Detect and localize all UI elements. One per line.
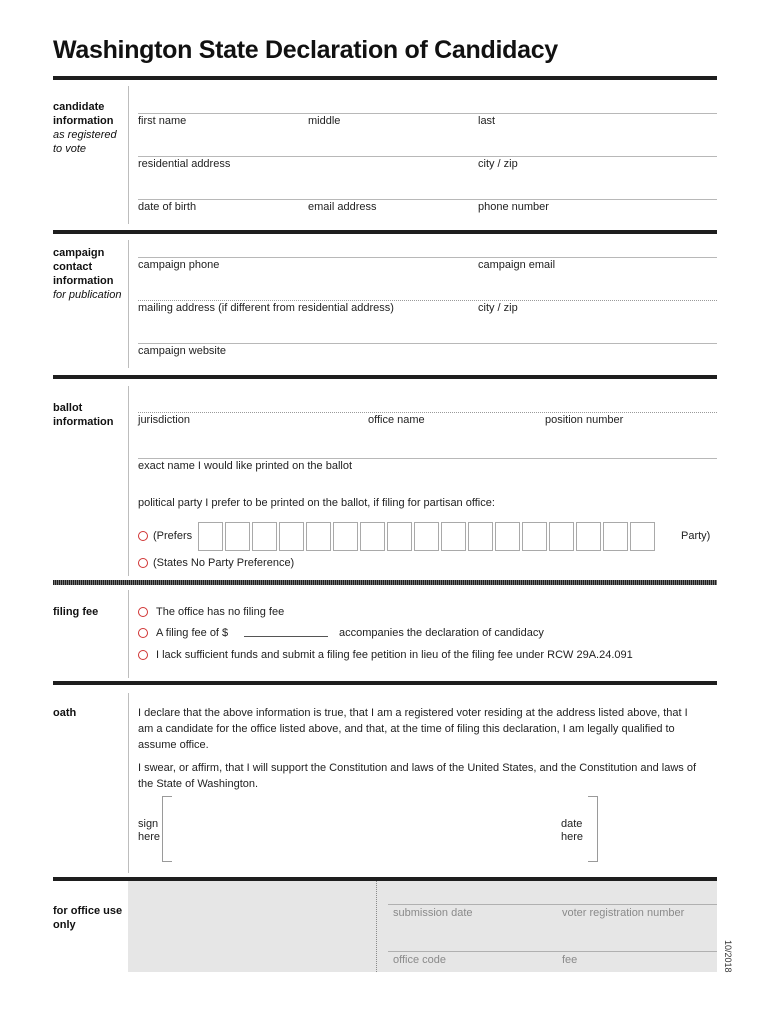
campaign-section-label: [53, 246, 125, 302]
filing-fee-amount-blank[interactable]: [244, 636, 328, 637]
ballot-section-label: [53, 401, 125, 429]
party-letter-box[interactable]: [576, 522, 601, 551]
section-divider-vertical: [128, 693, 129, 873]
sign-word: sign: [138, 818, 159, 830]
section-divider: [53, 375, 717, 379]
date-here-label: [561, 818, 583, 844]
mailing-address-label: mailing address (if different from residential address): [138, 302, 394, 314]
mailing-address-line[interactable]: [138, 300, 717, 301]
signature-field[interactable]: [165, 800, 585, 858]
filing-fee-section-title: filing fee: [53, 606, 99, 618]
no-party-preference-radio[interactable]: [138, 558, 148, 568]
city-zip-label: city / zip: [478, 158, 518, 170]
party-letter-box[interactable]: [252, 522, 277, 551]
section-divider: [53, 580, 717, 585]
campaign-email-label: campaign email: [478, 259, 556, 271]
campaign-phone-line[interactable]: [138, 257, 717, 258]
date-word: date: [561, 818, 583, 830]
oath-section-label: [53, 706, 125, 720]
email-address-label: email address: [308, 201, 377, 213]
first-name-label: first name: [138, 115, 187, 127]
first-name-line[interactable]: [138, 113, 717, 114]
party-letter-box[interactable]: [225, 522, 250, 551]
party-letter-box[interactable]: [279, 522, 304, 551]
section-divider-vertical: [128, 590, 129, 678]
jurisdiction-label: jurisdiction: [138, 414, 190, 426]
filing-fee-accompanies-label: accompanies the declaration of candidacy: [339, 627, 544, 639]
title-divider: [53, 76, 717, 80]
form-version: 10/2018: [723, 940, 733, 973]
party-letter-box[interactable]: [522, 522, 547, 551]
section-divider-vertical: [128, 240, 129, 368]
ballot-name-line[interactable]: [138, 458, 717, 459]
filing-fee-amount-radio[interactable]: [138, 628, 148, 638]
campaign-section-title: campaign contact information: [53, 247, 114, 287]
ballot-name-label: exact name I would like printed on the ballot: [138, 460, 353, 472]
sign-here-word: here: [138, 831, 161, 843]
section-divider: [53, 230, 717, 234]
party-letter-box[interactable]: [387, 522, 412, 551]
party-letter-box[interactable]: [198, 522, 223, 551]
fee-label: fee: [562, 954, 578, 966]
campaign-website-label: campaign website: [138, 345, 227, 357]
date-bracket: [588, 796, 598, 862]
party-letter-box[interactable]: [603, 522, 628, 551]
section-divider-vertical: [128, 86, 129, 224]
prefers-label: (Prefers: [153, 530, 193, 542]
date-of-birth-label: date of birth: [138, 201, 197, 213]
oath-support-text: I swear, or affirm, that I will support the Constitution and laws of the United States, and the Constitution and laws of the State of Washington.: [138, 762, 697, 790]
office-name-label: office name: [368, 414, 425, 426]
party-letter-box[interactable]: [360, 522, 385, 551]
office-use-section-title: for office use only: [53, 905, 123, 931]
page-title: Washington State Declaration of Candidacy: [53, 36, 558, 64]
submission-date-line: [388, 904, 717, 905]
date-of-birth-line[interactable]: [138, 199, 717, 200]
party-prompt: political party I prefer to be printed on the ballot, if filing for partisan office:: [138, 497, 495, 509]
party-letter-box[interactable]: [495, 522, 520, 551]
prefers-party-radio[interactable]: [138, 531, 148, 541]
ballot-section-title: ballot information: [53, 402, 114, 428]
party-letter-box[interactable]: [306, 522, 331, 551]
campaign-phone-label: campaign phone: [138, 259, 220, 271]
party-name-boxes[interactable]: [198, 522, 655, 551]
party-label: Party): [681, 530, 711, 542]
candidate-section-label: [53, 100, 125, 156]
filing-fee-section-label: [53, 605, 125, 619]
party-letter-box[interactable]: [441, 522, 466, 551]
office-code-label: office code: [393, 954, 447, 966]
no-filing-fee-radio[interactable]: [138, 607, 148, 617]
party-letter-box[interactable]: [468, 522, 493, 551]
campaign-section-note: for publication: [53, 289, 122, 301]
fee-petition-label: I lack sufficient funds and submit a filing fee petition in lieu of the filing fee under RCW 29A.24.091: [156, 649, 633, 661]
section-divider: [53, 681, 717, 685]
phone-number-label: phone number: [478, 201, 549, 213]
residential-address-label: residential address: [138, 158, 231, 170]
campaign-website-line[interactable]: [138, 343, 717, 344]
fee-petition-radio[interactable]: [138, 650, 148, 660]
middle-name-label: middle: [308, 115, 341, 127]
oath-declaration-text: I declare that the above information is true, that I am a registered voter residing at the address listed above, that I am a candidate for the office listed above, and that, at the time of filing this declaration, I am legally qualified to assume office.: [138, 707, 688, 751]
office-use-divider: [376, 881, 377, 972]
party-letter-box[interactable]: [630, 522, 655, 551]
party-letter-box[interactable]: [414, 522, 439, 551]
voter-registration-number-label: voter registration number: [562, 907, 685, 919]
party-letter-box[interactable]: [333, 522, 358, 551]
date-here-word: here: [561, 831, 584, 843]
position-number-label: position number: [545, 414, 624, 426]
party-letter-box[interactable]: [549, 522, 574, 551]
submission-date-label: submission date: [393, 907, 473, 919]
mailing-city-zip-label: city / zip: [478, 302, 518, 314]
office-code-line: [388, 951, 717, 952]
residential-address-line[interactable]: [138, 156, 717, 157]
no-filing-fee-label: The office has no filing fee: [156, 606, 285, 618]
office-use-section-label: [53, 904, 125, 932]
oath-section-title: oath: [53, 707, 77, 719]
candidate-section-note: as registered to vote: [53, 129, 117, 155]
last-name-label: last: [478, 115, 496, 127]
section-divider-vertical: [128, 386, 129, 576]
sign-here-label: [138, 818, 160, 844]
filing-fee-amount-label: A filing fee of $: [156, 627, 229, 639]
jurisdiction-line[interactable]: [138, 412, 717, 413]
no-party-preference-label: (States No Party Preference): [153, 557, 295, 569]
candidate-section-title: candidate information: [53, 101, 114, 127]
